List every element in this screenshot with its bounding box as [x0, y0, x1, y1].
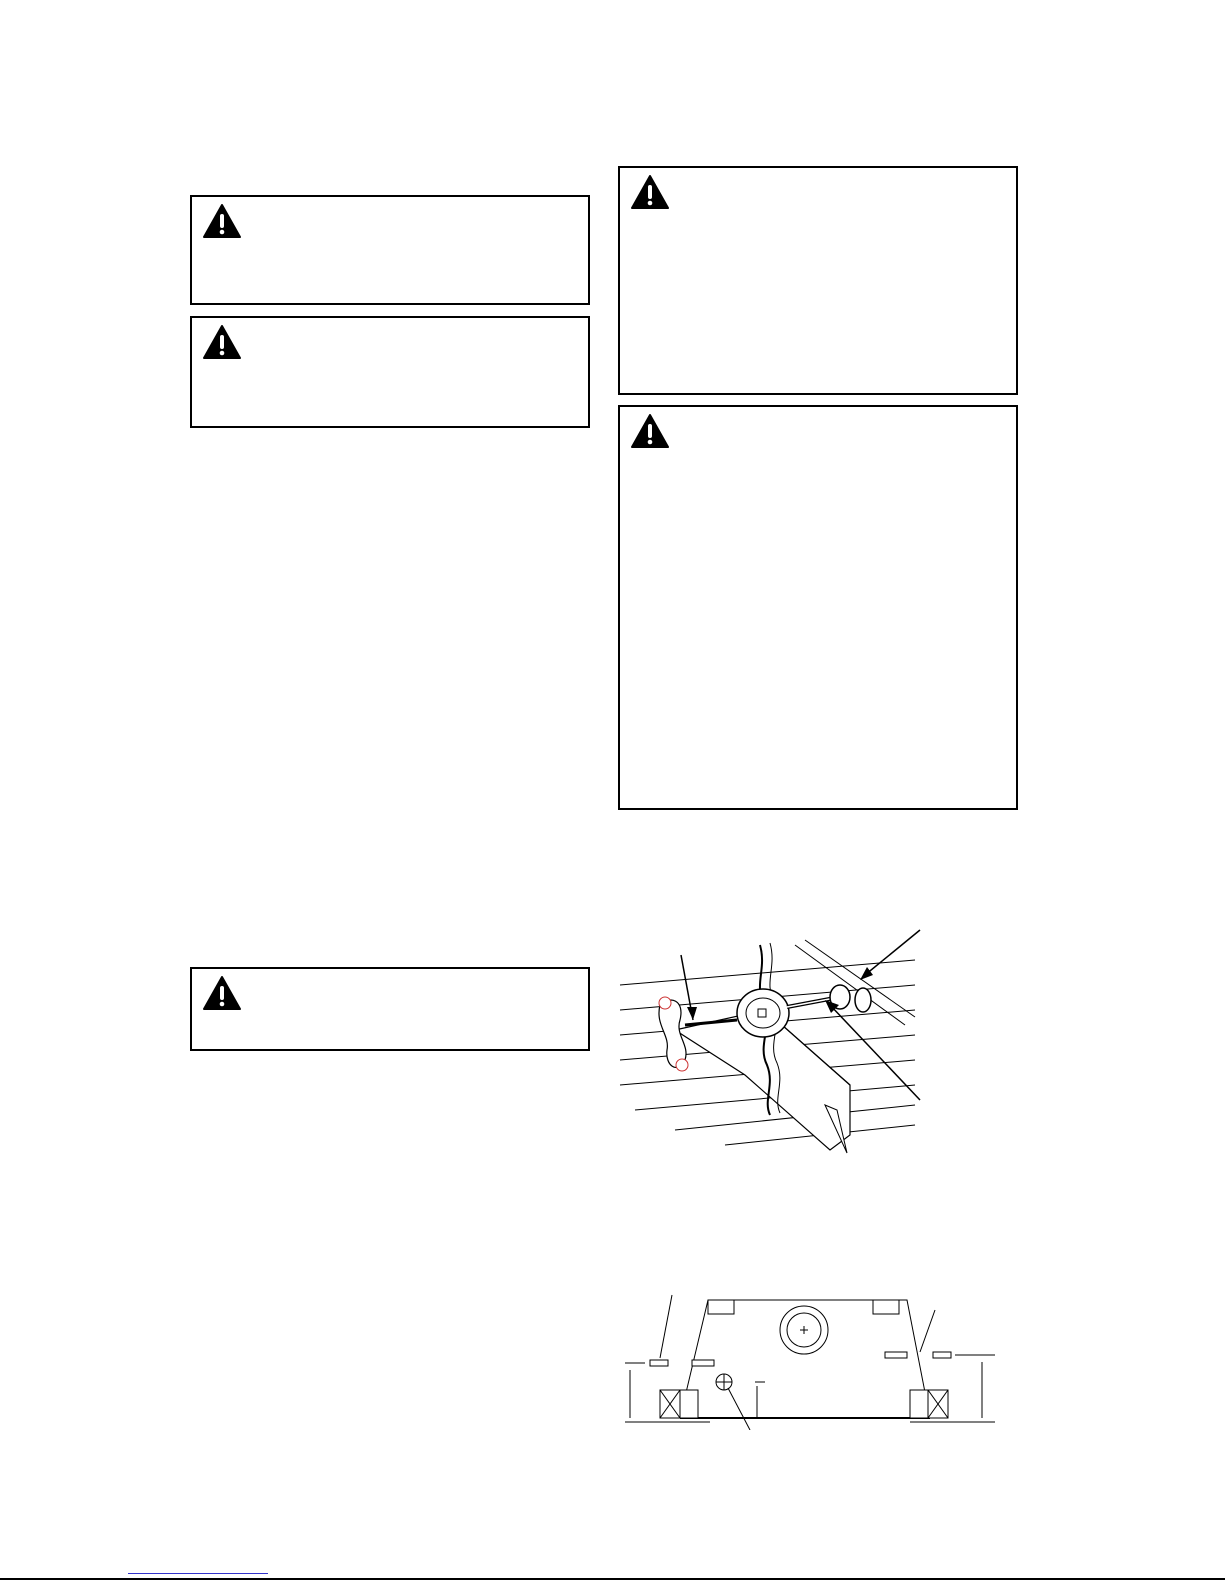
warning-triangle-icon [202, 975, 242, 1011]
fireplace-outline-illustration [620, 1290, 1000, 1430]
footer-rule [0, 1578, 1225, 1580]
footer-link[interactable] [128, 1573, 268, 1574]
warning-triangle-icon [202, 203, 242, 239]
warning-box-left-1 [190, 195, 590, 305]
warning-box-right-2 [618, 405, 1018, 810]
warning-triangle-icon [202, 324, 242, 360]
warning-box-right-1 [618, 166, 1018, 395]
warning-triangle-icon [630, 413, 670, 449]
warning-box-left-2 [190, 316, 590, 428]
warning-box-left-3 [190, 967, 590, 1051]
warning-triangle-icon [630, 174, 670, 210]
gas-pipe-illustration [615, 925, 935, 1165]
